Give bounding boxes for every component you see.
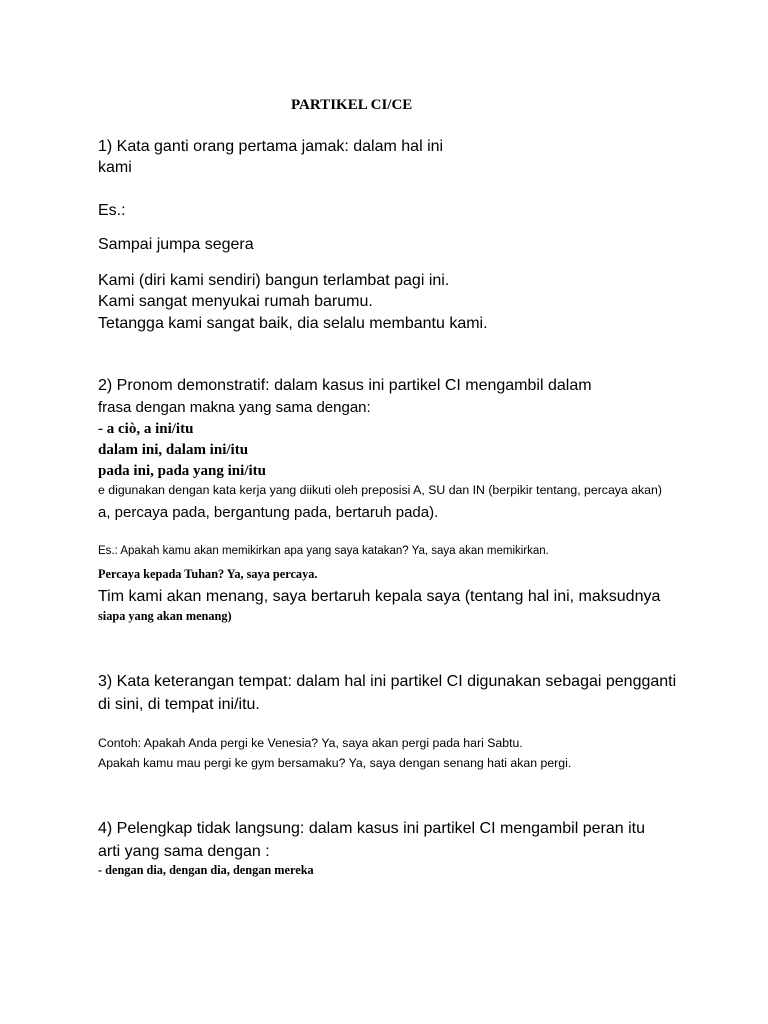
section-1-heading-cont: kami [98, 159, 132, 176]
section-2-bold-line: dalam ini, dalam ini/itu [98, 442, 249, 458]
section-4-bold-line: - dengan dia, dengan dia, dengan mereka [98, 863, 314, 877]
section-2-heading: 2) Pronom demonstratif: dalam kasus ini partikel CI mengambil dalam [98, 377, 592, 394]
section-1-example: Tetangga kami sangat baik, dia selalu membantu kami. [98, 315, 488, 332]
section-4-heading-cont: arti yang sama dengan : [98, 843, 270, 860]
page-title: PARTIKEL CI/CE [291, 97, 413, 113]
section-4-heading: 4) Pelengkap tidak langsung: dalam kasus ini partikel CI mengambil peran itu [98, 820, 645, 837]
section-1-heading: 1) Kata ganti orang pertama jamak: dalam hal ini [98, 138, 444, 155]
section-2-note-cont: a, percaya pada, bergantung pada, bertaruh pada). [98, 504, 439, 521]
section-2-note: e digunakan dengan kata kerja yang diikuti oleh preposisi A, SU dan IN (berpikir tentang, percaya akan) [98, 483, 662, 497]
section-2-example-bold: siapa yang akan menang) [98, 609, 232, 623]
section-1-sampai: Sampai jumpa segera [98, 236, 254, 253]
section-2-heading-cont: frasa dengan makna yang sama dengan: [98, 399, 371, 416]
section-3-example: Apakah kamu mau pergi ke gym bersamaku? Ya, saya dengan senang hati akan pergi. [98, 756, 572, 770]
section-3-heading-cont: di sini, di tempat ini/itu. [98, 696, 260, 713]
section-1-es-label: Es.: [98, 202, 126, 219]
section-2-example: Tim kami akan menang, saya bertaruh kepala saya (tentang hal ini, maksudnya [98, 588, 661, 605]
section-2-example-bold: Percaya kepada Tuhan? Ya, saya percaya. [98, 567, 318, 581]
section-2-example: Es.: Apakah kamu akan memikirkan apa yang saya katakan? Ya, saya akan memikirkan. [98, 545, 549, 557]
section-3-heading: 3) Kata keterangan tempat: dalam hal ini partikel CI digunakan sebagai pengganti [98, 673, 677, 690]
section-2-bold-line: pada ini, pada yang ini/itu [98, 463, 266, 479]
section-2-bold-line: - a ciò, a ini/itu [98, 421, 194, 437]
section-1-example: Kami sangat menyukai rumah barumu. [98, 293, 373, 310]
section-1-example: Kami (diri kami sendiri) bangun terlambat pagi ini. [98, 272, 450, 289]
section-3-example: Contoh: Apakah Anda pergi ke Venesia? Ya, saya akan pergi pada hari Sabtu. [98, 736, 523, 750]
